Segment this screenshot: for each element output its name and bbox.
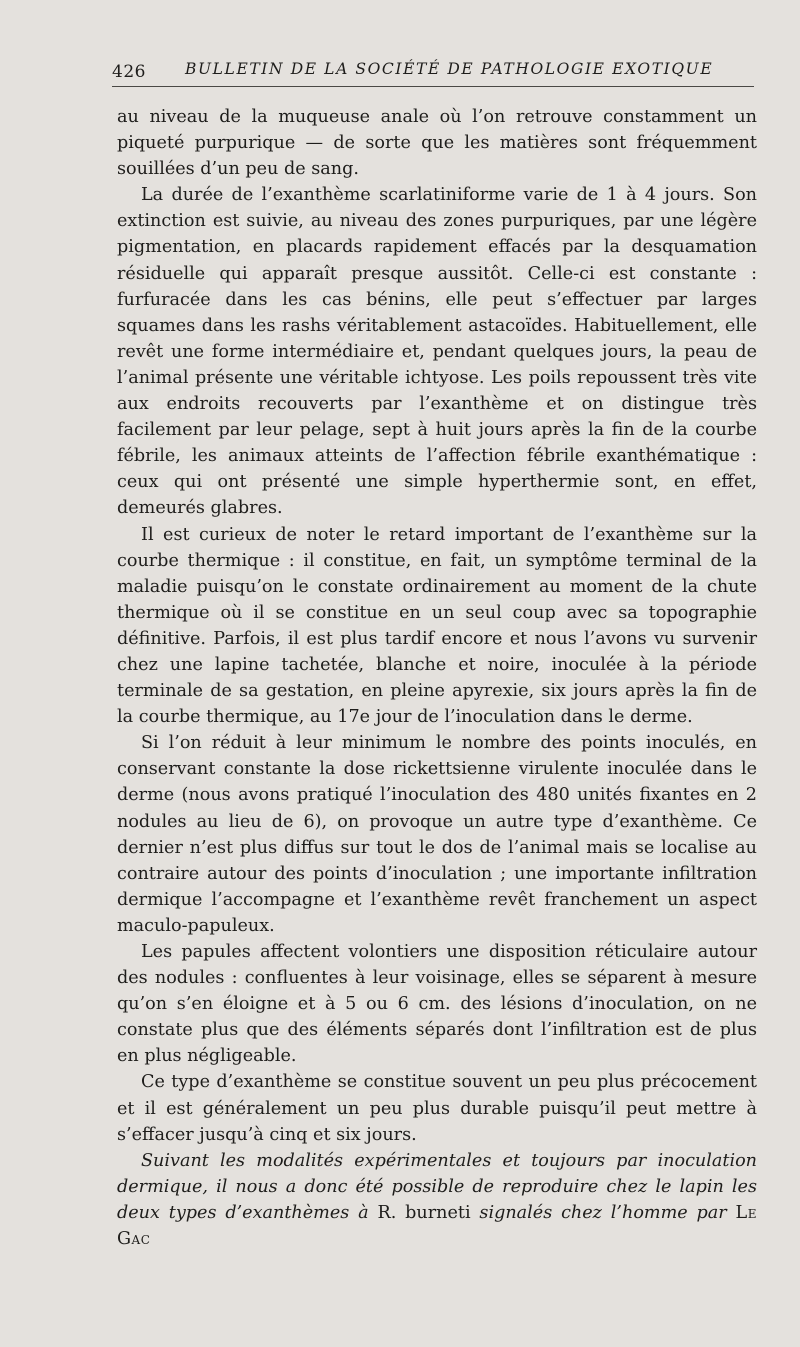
paragraph: Les papules affectent volontiers une disposition réticulaire autour des nodules : confluentes à leur voisinage, elles se séparent à mesure qu’on s’en éloigne et à 5 ou 6 cm. des lésions d’inoculation, on ne constate plus que des éléments séparés dont l’infiltration est de plus en plus négligeable. bbox=[117, 942, 757, 1067]
page-header bbox=[112, 56, 754, 87]
final-paragraph-mid: signalés chez l’homme par bbox=[479, 1202, 727, 1223]
author-name: Le Gac bbox=[117, 1202, 757, 1250]
running-title: BULLETIN DE LA SOCIÉTÉ DE PATHOLOGIE EXOTIQUE bbox=[185, 60, 714, 78]
page-number: 426 bbox=[112, 62, 146, 82]
paragraph: au niveau de la muqueuse anale où l’on retrouve constamment un piqueté purpurique — de sorte que les matières sont fréquemment souillées d’un peu de sang. bbox=[117, 107, 757, 180]
paragraph: La durée de l’exanthème scarlatiniforme varie de 1 à 4 jours. Son extinction est suivie, au niveau des zones purpuriques, par une légère pigmentation, en placards rapidement effacés par la desquamation résiduelle qui apparaît presque aussitôt. Celle-ci est constante : furfuracée dans les cas bénins, elle peut s’effectuer par larges squames dans les rashs véritablement astacoïdes. Habituellement, elle revêt une forme intermédiaire et, pendant quelques jours, la peau de l’animal présente une véritable ichtyose. Les poils repoussent très vite aux endroits recouverts par l’exanthème et on distingue très facilement par leur pelage, sept à huit jours après la fin de la courbe fébrile, les animaux atteints de l’affection fébrile exanthématique : ceux qui ont présenté une simple hyperthermie sont, en effet, demeurés glabres. bbox=[117, 185, 757, 519]
paragraph: Il est curieux de noter le retard important de l’exanthème sur la courbe thermique : il constitue, en fait, un symptôme terminal de la maladie puisqu’on le constate ordinairement au moment de la chute thermique où il se constitue en un seul coup avec sa topographie définitive. Parfois, il est plus tardif encore et nous l’avons vu survenir chez une lapine tachetée, blanche et noire, inoculée à la période terminale de sa gestation, en pleine apyrexie, six jours après la fin de la courbe thermique, au 17e jour de l’inoculation dans le derme. bbox=[117, 524, 757, 728]
final-paragraph bbox=[117, 1148, 757, 1252]
paragraph: Ce type d’exanthème se constitue souvent un peu plus précocement et il est généralement un peu plus durable puisqu’il peut mettre à s’effacer jusqu’à cinq et six jours. bbox=[117, 1072, 757, 1145]
paragraph: Si l’on réduit à leur minimum le nombre des points inoculés, en conservant constante la dose rickettsienne virulente inoculée dans le derme (nous avons pratiqué l’inoculation des 480 unités fixantes en 2 nodules au lieu de 6), on provoque un autre type d’exanthème. Ce dernier n’est plus diffus sur tout le dos de l’animal mais se localise au contraire autour des points d’inoculation ; une importante infiltration dermique l’accompagne et l’exanthème revêt franchement un aspect maculo-papuleux. bbox=[117, 733, 757, 936]
final-paragraph-lead: Suivant les modalités expérimentales et toujours par inoculation dermique, il nous a donc été possible de reproduire chez le lapin les deux types d’exanthèmes à bbox=[117, 1150, 757, 1223]
body-text bbox=[117, 104, 757, 1252]
organism-name: R. burneti bbox=[377, 1202, 471, 1223]
